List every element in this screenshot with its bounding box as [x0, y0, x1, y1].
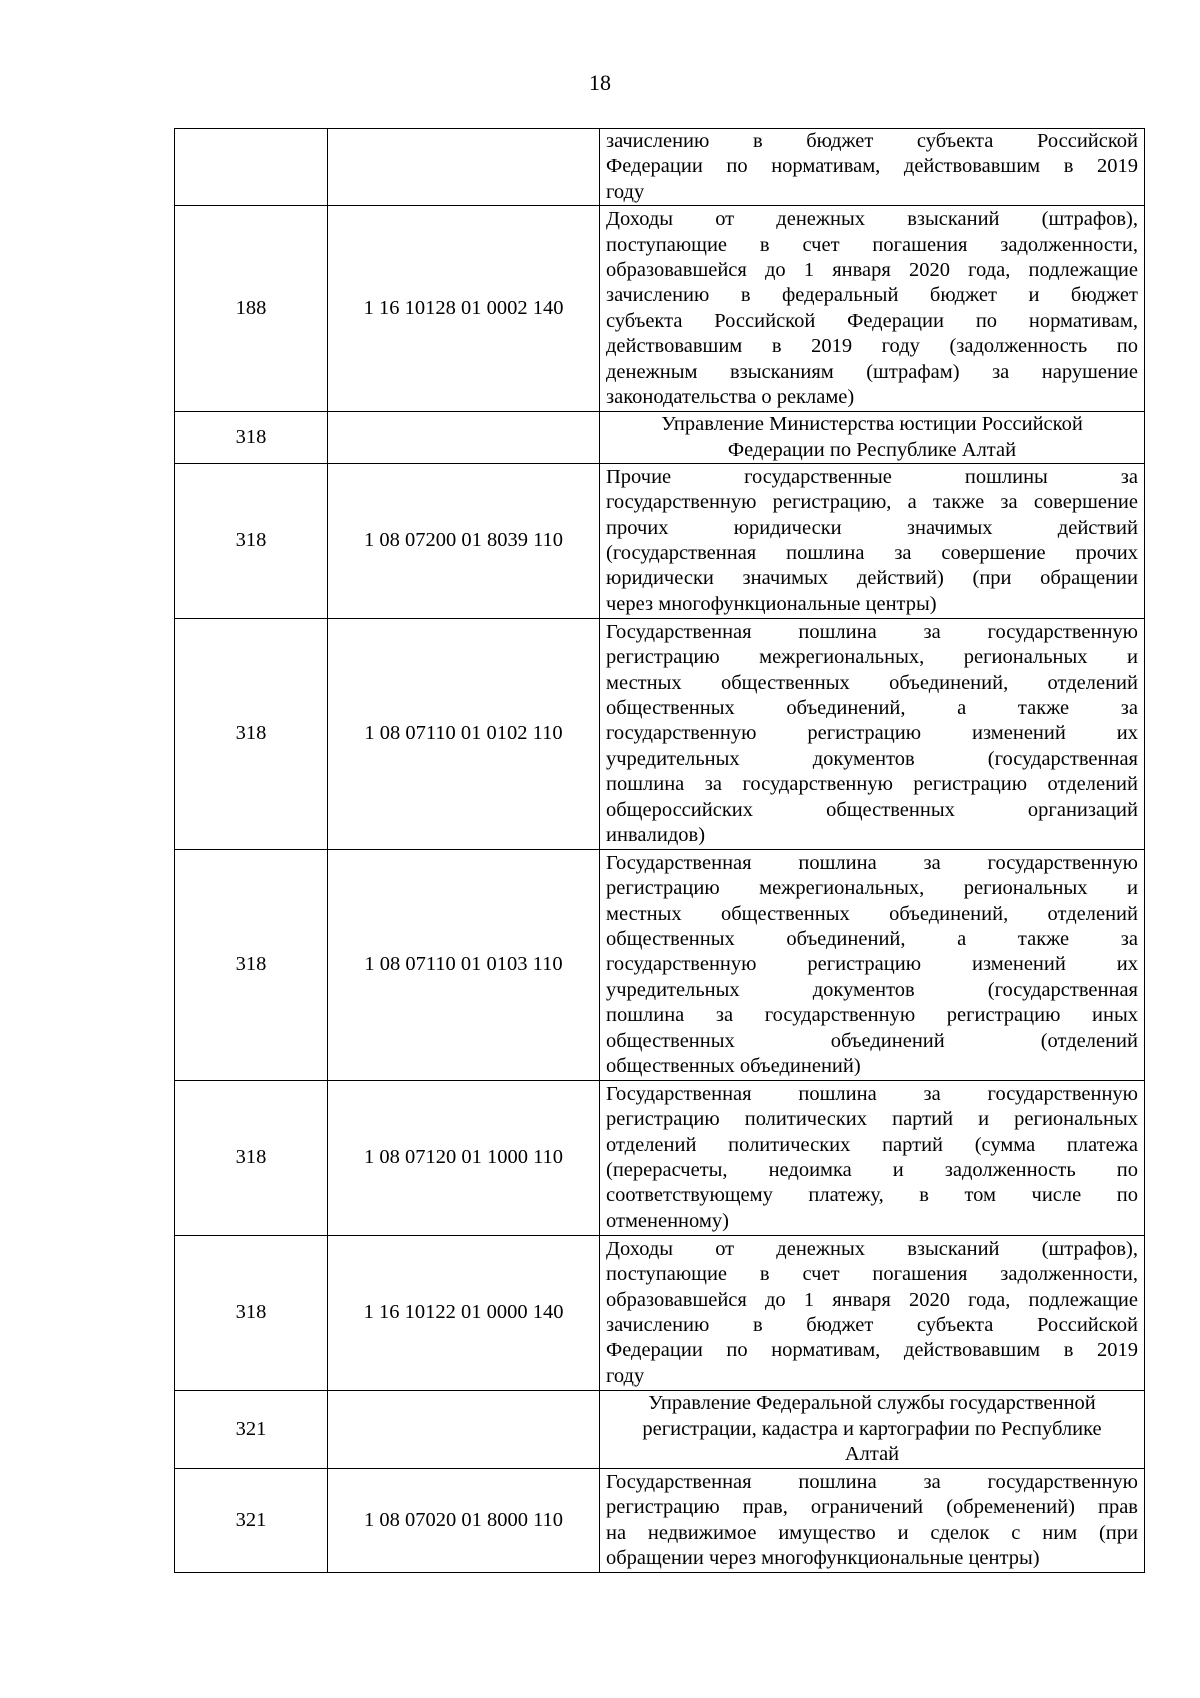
text-line: общественных объединений): [606, 1054, 861, 1077]
text-line: Государственная пошлина за государственную: [606, 1082, 1138, 1105]
table-row: [175, 1391, 1145, 1469]
text-line: зачислению в бюджет субъекта Российской: [606, 130, 1138, 152]
revenue-name-cell: [600, 1236, 1145, 1391]
revenue-name-cell: [600, 850, 1145, 1081]
text-line: поступающие в счет погашения задолженности,: [606, 1263, 1138, 1286]
revenue-name-cell: [600, 464, 1145, 619]
text-line: государственную регистрацию изменений их: [606, 722, 1138, 745]
section-heading-cell: [600, 1391, 1145, 1469]
text-line: Федерации по Республике Алтай: [727, 438, 1017, 461]
table-row: [175, 464, 1145, 619]
text-line: обращении через многофункциональные центры): [606, 1546, 1040, 1569]
text-line: соответствующему платежу, в том числе по: [606, 1184, 1138, 1207]
text-line: прочих юридически значимых действий: [606, 516, 1138, 539]
text-line: регистрацию прав, ограничений (обременений) прав: [606, 1496, 1138, 1519]
text-line: Алтай: [844, 1443, 900, 1466]
text-line: общероссийских общественных организаций: [606, 798, 1138, 821]
text-line: действовавшим в 2019 году (задолженность по: [606, 335, 1138, 358]
revenue-code-cell: 1 08 07110 01 0102 110: [328, 619, 600, 850]
text-line: Государственная пошлина за государственную: [606, 1470, 1138, 1493]
text-line: учредительных документов (государственная: [606, 747, 1138, 770]
revenue-code-cell: 1 08 07120 01 1000 110: [328, 1081, 600, 1236]
table-row: [175, 129, 1145, 206]
text-line: общественных объединений (отделений: [606, 1029, 1138, 1052]
revenue-code-cell: 1 08 07110 01 0103 110: [328, 850, 600, 1081]
admin-code-cell: 318: [175, 619, 328, 850]
text-line: государственную регистрацию, а также за совершение: [606, 491, 1138, 514]
table-row: [175, 619, 1145, 850]
text-line: регистрацию межрегиональных, региональных и: [606, 646, 1138, 669]
table-row: [175, 206, 1145, 412]
text-line: отмененному): [606, 1209, 729, 1232]
table-row: [175, 1236, 1145, 1391]
page-number: 18: [589, 70, 611, 95]
text-line: Федерации по нормативам, действовавшим в 2019: [606, 155, 1138, 178]
text-line: поступающие в счет погашения задолженности,: [606, 233, 1138, 256]
text-line: пошлина за государственную регистрацию отделений: [606, 773, 1138, 796]
text-line: денежным взысканиям (штрафам) за нарушение: [606, 360, 1138, 383]
text-line: Государственная пошлина за государственную: [606, 620, 1138, 643]
text-line: году: [606, 1364, 645, 1387]
text-line: регистрацию межрегиональных, региональных и: [606, 877, 1138, 900]
admin-code-cell: 318: [175, 1081, 328, 1236]
text-line: юридически значимых действий) (при обращении: [606, 567, 1138, 590]
text-line: регистрацию политических партий и региональных: [606, 1108, 1138, 1131]
table-row: [175, 412, 1145, 464]
text-line: образовавшейся до 1 января 2020 года, подлежащие: [606, 1288, 1138, 1311]
text-line: Доходы от денежных взысканий (штрафов),: [606, 208, 1138, 231]
text-line: зачислению в федеральный бюджет и бюджет: [606, 284, 1138, 307]
text-line: отделений политических партий (сумма платежа: [606, 1133, 1138, 1156]
revenue-name-cell: [600, 206, 1145, 412]
admin-code-cell: 318: [175, 464, 328, 619]
revenue-name-cell: [600, 619, 1145, 850]
revenue-code-cell: 1 08 07200 01 8039 110: [328, 464, 600, 619]
text-line: регистрации, кадастра и картографии по Республике: [642, 1417, 1102, 1440]
revenue-code-cell: [328, 129, 600, 206]
text-line: законодательства о рекламе): [606, 385, 855, 408]
table-row: [175, 1081, 1145, 1236]
section-heading-cell: [600, 412, 1145, 464]
admin-code-cell: [175, 129, 328, 206]
text-line: (государственная пошлина за совершение прочих: [606, 542, 1138, 565]
revenue-code-cell: [328, 1391, 600, 1469]
revenue-name-cell: [600, 1081, 1145, 1236]
admin-code-cell: 318: [175, 1236, 328, 1391]
revenue-name-cell: [600, 129, 1145, 206]
admin-code-cell: 318: [175, 850, 328, 1081]
text-line: местных общественных объединений, отделений: [606, 671, 1138, 694]
table-row: [175, 1469, 1145, 1573]
text-line: пошлина за государственную регистрацию иных: [606, 1004, 1138, 1027]
admin-code-cell: 318: [175, 412, 328, 464]
revenue-codes-table: [174, 128, 1145, 1573]
revenue-code-cell: 1 16 10122 01 0000 140: [328, 1236, 600, 1391]
text-line: инвалидов): [606, 823, 706, 846]
text-line: году: [606, 180, 645, 203]
text-line: Управление Федеральной службы государственной: [648, 1392, 1096, 1415]
text-line: зачислению в бюджет субъекта Российской: [606, 1314, 1138, 1337]
text-line: Прочие государственные пошлины за: [606, 465, 1138, 488]
text-line: через многофункциональные центры): [606, 592, 937, 615]
text-line: государственную регистрацию изменений их: [606, 953, 1138, 976]
text-line: на недвижимое имущество и сделок с ним (при: [606, 1521, 1138, 1544]
text-line: образовавшейся до 1 января 2020 года, подлежащие: [606, 258, 1138, 281]
text-line: (перерасчеты, недоимка и задолженность по: [606, 1159, 1138, 1182]
text-line: Управление Министерства юстиции Российской: [661, 413, 1083, 436]
text-line: Федерации по нормативам, действовавшим в 2019: [606, 1339, 1138, 1362]
admin-code-cell: 321: [175, 1469, 328, 1573]
revenue-code-cell: [328, 412, 600, 464]
admin-code-cell: 188: [175, 206, 328, 412]
revenue-code-cell: 1 16 10128 01 0002 140: [328, 206, 600, 412]
table-row: [175, 850, 1145, 1081]
text-line: общественных объединений, а также за: [606, 927, 1138, 950]
text-line: учредительных документов (государственная: [606, 978, 1138, 1001]
text-line: субъекта Российской Федерации по нормативам,: [606, 309, 1138, 332]
text-line: Государственная пошлина за государственную: [606, 851, 1138, 874]
admin-code-cell: 321: [175, 1391, 328, 1469]
text-line: местных общественных объединений, отделений: [606, 902, 1138, 925]
text-line: общественных объединений, а также за: [606, 696, 1138, 719]
revenue-code-cell: 1 08 07020 01 8000 110: [328, 1469, 600, 1573]
text-line: Доходы от денежных взысканий (штрафов),: [606, 1237, 1138, 1260]
revenue-name-cell: [600, 1469, 1145, 1573]
